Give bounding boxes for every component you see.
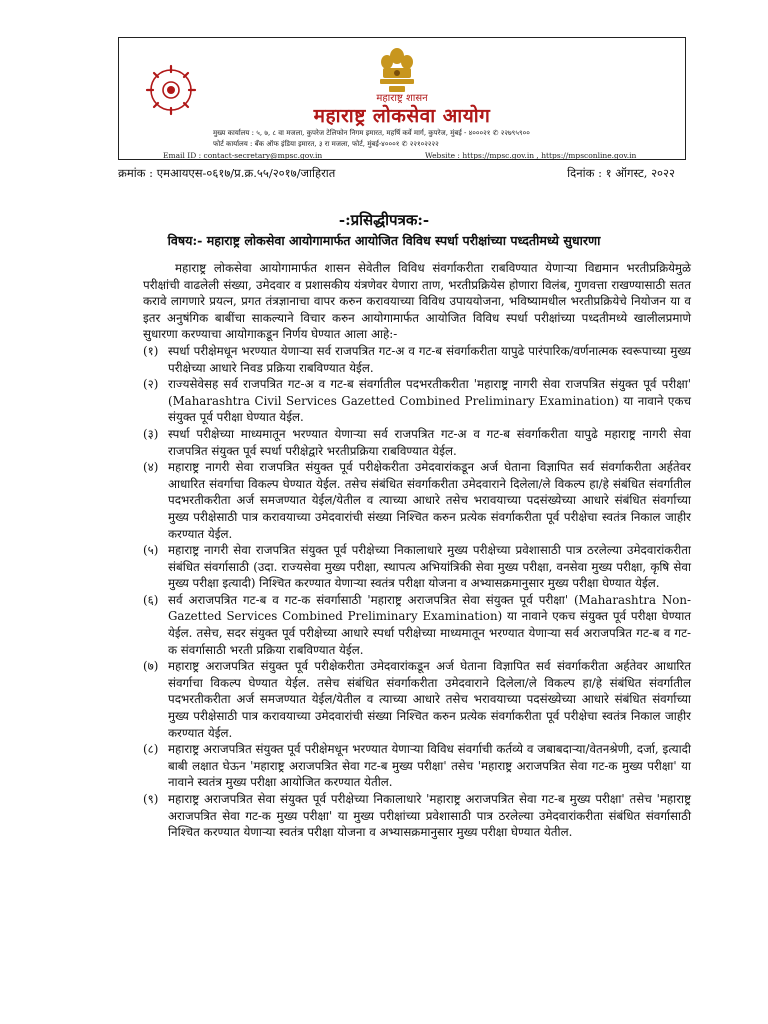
- point-number: (९): [143, 792, 159, 806]
- point-text: महाराष्ट्र अराजपत्रित संयुक्त पूर्व परीक्षेकरीता उमेदवारांकडून अर्ज घेताना विज्ञापित सर्व संवर्गाकरीता अर्हतेवर आधारित संवर्गाचा विकल्प घेण्यात येईल. तसेच संबंधित संवर्गाकरीता उमेदवाराने दिलेला/ले विकल्प हा/हे संबंधित संवर्गातील पदभरतीकरीता अर्ज समजण्यात येईल/येतील व त्याच्या आधारे तसेच भरावयाच्या पदसंख्येच्या आधारे संबंधित संवर्गाच्या मुख्य परीक्षेसाठी पात्र करावयाच्या उमेदवारांची संख्या निश्चित करुन प्रत्येक संवर्गाकरीता पूर्व परीक्षेचा स्वतंत्र निकाल जाहीर करण्यात येईल.: [168, 659, 691, 740]
- list-item: [143, 343, 691, 376]
- email-contact: Email ID : contact-secretary@mpsc.gov.in: [163, 151, 323, 160]
- point-text: सर्व अराजपत्रित गट-ब व गट-क संवर्गासाठी 'महाराष्ट्र अराजपत्रित सेवा संयुक्त पूर्व परीक्षा' (Maharashtra Non-Gazetted Services Combined Preliminary Examination) या नावाने एकच संयुक्त पूर्व परीक्षा घेण्यात येईल. तसेच, सदर संयुक्त पूर्व परीक्षेच्या आधारे स्पर्धा परीक्षेच्या माध्यमातून भरण्यात येणाऱ्या सर्व अराजपत्रित गट-ब व गट-क संवर्गासाठी भरती प्रक्रिया राबविण्यात येईल.: [168, 592, 691, 657]
- point-number: (८): [143, 742, 159, 757]
- point-text: महाराष्ट्र नागरी सेवा राजपत्रित संयुक्त पूर्व परीक्षेकरीता उमेदवारांकडून अर्ज घेताना विज्ञापित सर्व संवर्गाकरीता अर्हतेवर आधारित संवर्गाचा विकल्प घेण्यात येईल. तसेच संबंधित संवर्गाकरीता उमेदवाराने दिलेला/ले विकल्प हा/हे संबंधित संवर्गातील पदभरतीकरीता अर्ज समजण्यात येईल/येतील व त्याच्या आधारे तसेच भरावयाच्या पदसंख्येच्या आधारे संबंधित संवर्गाच्या मुख्य परीक्षेसाठी पात्र करावयाच्या उमेदवारांची संख्या निश्चित करुन प्रत्येक संवर्गाकरीता पूर्व परीक्षेचा स्वतंत्र निकाल जाहीर करण्यात येईल.: [168, 460, 691, 541]
- letterhead: [118, 37, 686, 160]
- website-links: Website : https://mpsc.gov.in , https://mpsconline.gov.in: [425, 151, 637, 160]
- point-text: राज्यसेवेसह सर्व राजपत्रित गट-अ व गट-ब संवर्गातील पदभरतीकरीता 'महाराष्ट्र नागरी सेवा राजपत्रित संयुक्त पूर्व परीक्षा' (Maharashtra Civil Services Gazetted Combined Preliminary Examination) या नावाने एकच संयुक्त पूर्व परीक्षा घेण्यात येईल.: [168, 377, 691, 425]
- state-emblem-icon: [371, 44, 423, 96]
- issue-date: दिनांक : १ ऑगस्ट, २०२२: [567, 166, 675, 180]
- point-text: महाराष्ट्र अराजपत्रित संयुक्त पूर्व परीक्षेमधून भरण्यात येणाऱ्या विविध संवर्गाची कर्तव्ये व जबाबदाऱ्या/वेतनश्रेणी, दर्जा, इत्यादी बाबी लक्षात घेऊन 'महाराष्ट्र अराजपत्रित सेवा गट-ब मुख्य परीक्षा' तसेच 'महाराष्ट्र अराजपत्रित सेवा गट-क मुख्य परीक्षा' या नावाने स्वतंत्र मुख्य परीक्षा आयोजित करण्यात येतील.: [168, 742, 691, 790]
- intro-paragraph: महाराष्ट्र लोकसेवा आयोगामार्फत शासन सेवेतील विविध संवर्गाकरीता राबविण्यात येणाऱ्या विद्यमान भरतीप्रक्रियेमुळे परीक्षांची वाढलेली संख्या, उमेदवार व प्रशासकीय यंत्रणेवर येणारा ताण, भरतीप्रक्रियेस होणारा विलंब, गुणवत्ता राखण्यासाठी सतत करावे लागणारे प्रयत्न, प्रगत तंत्रज्ञानाचा वापर करुन करावयाच्या विविध उपाययोजना, भविष्यामधील भरतीप्रक्रियेचे नियोजन या व इतर अनुषंगिक बाबींचा साकल्याने विचार करुन आयोगामार्फत आयोजित विविध स्पर्धा परीक्षांच्या पध्दतीमध्ये खालीलप्रमाणे सुधारणा करण्याचा आयोगाकडून निर्णय घेण्यात आला आहे:-: [143, 261, 691, 342]
- point-text: महाराष्ट्र नागरी सेवा राजपत्रित संयुक्त पूर्व परीक्षेच्या निकालाधारे मुख्य परीक्षेच्या प्रवेशासाठी पात्र ठरलेल्या उमेदवारांकरीता संबंधित संवर्गासाठी (उदा. राज्यसेवा मुख्य परीक्षा, स्थापत्य अभियांत्रिकी सेवा मुख्य परीक्षा, वनसेवा मुख्य परीक्षा, कृषि सेवा मुख्य परीक्षा इत्यादी) निश्चित करण्यात येणाऱ्या स्वतंत्र परीक्षा योजना व अभ्यासक्रमानुसार मुख्य परीक्षा घेण्यात येईल.: [168, 543, 691, 591]
- main-office-address: मुख्य कार्यालय : ५, ७, ८ वा मजला, कुपरेज टेलिफोन निगम इमारत, महर्षि कर्वे मार्ग, कुपरेज, मुंबई - ४०००२१ ✆ २२७९५९००: [213, 129, 530, 137]
- point-number: (६): [143, 592, 159, 607]
- point-number: (४): [143, 460, 159, 475]
- point-number: (२): [143, 377, 159, 392]
- document-title: -:प्रसिद्धीपत्रक:-: [338, 211, 430, 229]
- list-item: [143, 791, 691, 841]
- list-item: [143, 542, 691, 592]
- organization-name: महाराष्ट्र लोकसेवा आयोग: [313, 105, 491, 127]
- document-subject: विषय:- महाराष्ट्र लोकसेवा आयोगामार्फत आयोजित विविध स्पर्धा परीक्षांच्या पध्दतीमध्ये सुधारणा: [167, 233, 601, 248]
- point-number: (१): [143, 343, 159, 358]
- list-item: [143, 741, 691, 791]
- reference-number: क्रमांक : एमआयएस-०६१७/प्र.क्र.५५/२०१७/जाहिरात: [118, 166, 336, 180]
- point-number: (५): [143, 543, 159, 558]
- point-number: (७): [143, 659, 159, 674]
- point-number: (३): [143, 426, 159, 441]
- list-item: [143, 459, 691, 542]
- government-name: महाराष्ट्र शासन: [376, 93, 428, 104]
- point-text: स्पर्धा परीक्षेच्या माध्यमातून भरण्यात येणाऱ्या सर्व राजपत्रित गट-अ व गट-ब संवर्गाकरीता यापुढे महाराष्ट्र नागरी सेवा राजपत्रित संयुक्त पूर्व स्पर्धा परीक्षेद्वारे भरतीप्रक्रिया राबविण्यात येईल.: [168, 426, 691, 458]
- point-text: महाराष्ट्र अराजपत्रित सेवा संयुक्त पूर्व परीक्षेच्या निकालाधारे 'महाराष्ट्र अराजपत्रित सेवा गट-ब मुख्य परीक्षा' तसेच 'महाराष्ट्र अराजपत्रित सेवा गट-क मुख्य परीक्षा' या मुख्य परीक्षांच्या प्रवेशासाठी पात्र ठरलेल्या उमेदवारांकरीता संबंधित संवर्गासाठी निश्चित करण्यात येणाऱ्या स्वतंत्र परीक्षा योजना व अभ्यासक्रमानुसार मुख्य परीक्षा घेण्यात येतील.: [168, 792, 691, 840]
- notice-body: [143, 260, 691, 841]
- list-item: [143, 658, 691, 741]
- fort-office-address: फोर्ट कार्यालय : बँक ऑफ इंडिया इमारत, ३ रा मजला, फोर्ट, मुंबई-४०००१ ✆ २२१०२२२२: [213, 140, 439, 148]
- list-item: [143, 426, 691, 459]
- point-text: स्पर्धा परीक्षेमधून भरण्यात येणाऱ्या सर्व राजपत्रित गट-अ व गट-ब संवर्गाकरीता यापुढे पारंपारिक/वर्णनात्मक स्वरूपाच्या मुख्य परीक्षेच्या आधारे निवड प्रक्रिया राबविण्यात येईल.: [168, 343, 691, 375]
- list-item: [143, 592, 691, 658]
- list-item: [143, 376, 691, 426]
